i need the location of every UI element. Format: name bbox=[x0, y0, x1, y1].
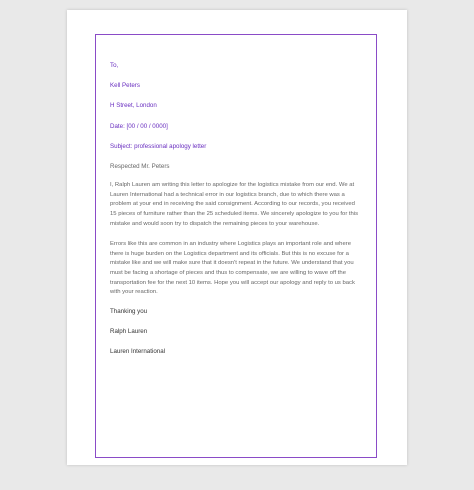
salutation: Respected Mr. Peters bbox=[110, 163, 170, 171]
letter-page bbox=[67, 10, 407, 465]
closing-line: Thanking you bbox=[110, 307, 148, 315]
date-line: Date: [00 / 00 / 0000] bbox=[110, 122, 168, 130]
letter-content bbox=[110, 63, 362, 355]
body-paragraph-1: I, Ralph Lauren am writing this letter to apologize for the logistics mistake from our end. We at Lauren International had a technical error in our logistics branch, due to which there was a problem at your end in receiving the said consignment. According to our records, you received 15 pieces of furniture rather than the 25 scheduled items. We sincerely apologize to you for this mistake and would soon try to dispatch the remaining pieces to your warehouse. bbox=[110, 182, 359, 227]
sender-company: Lauren International bbox=[110, 348, 166, 356]
body-paragraph-2: Errors like this are common in an industry where Logistics plays an important role and where there is huge burden on the Logistics department and its officials. But this is no excuse for a mistake like and we will make sure that it doesn't repeat in the future. We understand that you must be facing a shortage of pieces and thus to compensate, we are willing to wave off the transportation fee for the next 10 items. Hope you will accept our apology and reply to us back with your reaction. bbox=[110, 241, 355, 296]
recipient-address: H Street, London bbox=[110, 102, 157, 110]
to-line: To, bbox=[110, 62, 119, 69]
subject-line: Subject: professional apology letter bbox=[110, 142, 207, 150]
sender-name: Ralph Lauren bbox=[110, 327, 148, 335]
recipient-name: Kell Peters bbox=[110, 82, 140, 90]
